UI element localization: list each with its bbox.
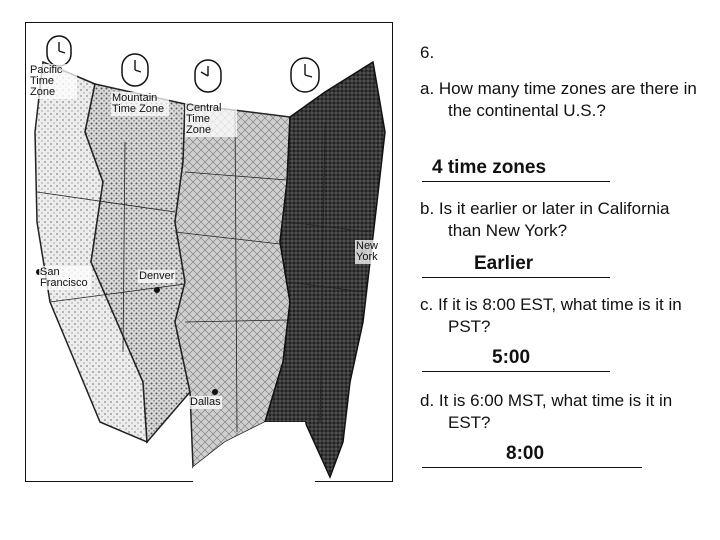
us-map-graphic [25,22,393,482]
answer-b-blank [422,253,612,278]
answer-d-text: 8:00 [506,443,545,464]
answer-c-blank [422,347,612,372]
question-number: 6. [420,43,435,62]
mountain-zone-label: Mountain Time Zone [111,92,169,116]
answer-a-text: 4 time zones [432,157,547,178]
question-b-text: b. Is it earlier or later in California than New York? [420,199,670,240]
question-d [420,390,705,434]
central-clock-icon [195,60,221,92]
denver-label: Denver [139,270,175,282]
question-c [420,294,705,338]
pacific-zone-label: Pacific Time Zone [29,64,77,99]
dallas-label: Dallas [190,396,221,408]
answer-a-rule [422,181,610,182]
answer-c-text: 5:00 [492,347,531,368]
new-york-label: New York [355,240,389,264]
denver-marker [154,287,160,293]
eastern-clock-icon [291,58,319,92]
mountain-clock-icon [122,54,148,86]
time-zone-map [25,22,393,482]
central-zone-label: Central Time Zone [185,102,237,137]
pacific-clock-icon [47,36,71,66]
question-a-text: a. How many time zones are there in the continental U.S.? [420,79,697,120]
dallas-marker [212,389,218,395]
answer-b-rule [422,277,610,278]
question-a [420,78,705,122]
answer-d-rule [422,467,642,468]
answer-a-blank [422,157,612,182]
question-c-text: c. If it is 8:00 EST, what time is it in PST? [420,295,682,336]
question-d-text: d. It is 6:00 MST, what time is it in EST? [420,391,673,432]
answer-b-text: Earlier [474,253,534,274]
san-francisco-label: San Francisco [39,266,91,290]
question-b [420,198,705,242]
answer-d-blank [422,443,644,468]
answer-c-rule [422,371,610,372]
